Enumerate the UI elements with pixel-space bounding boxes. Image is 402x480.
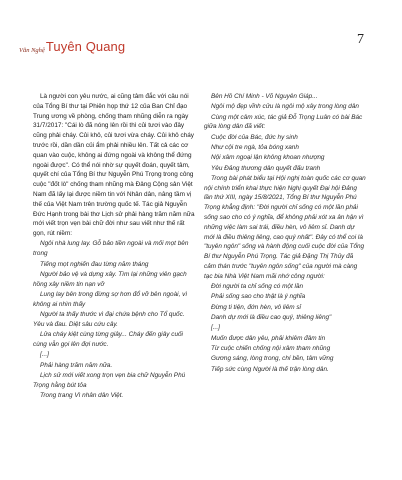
paragraph: Muốn được dân yêu, phải khiêm đâm tin: [211, 334, 326, 342]
paragraph: Gương sáng, lòng trong, chí bền, tâm vững: [211, 355, 334, 363]
masthead-title: Tuyên Quang: [45, 39, 126, 54]
article-right-column: [204, 92, 366, 375]
paragraph: Lịch sử mới viết xong trọn vẹn bia chữ Nguyễn Phú Trọng hằng bút tỏa: [33, 371, 186, 389]
paragraph: Phải hàng trăm năm nữa.: [40, 361, 113, 369]
paragraph: Cùng một câm xúc, tác giả Đỗ Trọng Luân có bài Bác giữa lòng dân đã viết:: [204, 113, 363, 131]
paragraph: Là người con yêu nước, ai cũng tâm đắc với câu nói của Tổng Bí thư tại Phiên họp thứ 12 của Ban Chỉ đạo Trung ương về phòng, chống tham nhũng diễn ra ngày 31/7/2017: "Cái lò đã nóng lên rồi thì củi tươi vào đây cũng phải cháy. Củi khô, củi tươi vừa cháy. Củi khô cháy trước rồi, dần dần củi ẩm phải nhiều lên. Tất cả các cơ quan vào cuộc, không ai đứng ngoài và không thể đứng ngoài được". Có thể nói nhờ sự quyết đoán, quyết tâm, quyết chí của Tổng Bí thư Nguyễn Phú Trọng trong công cuộc "đốt lò" chống tham nhũng mà Đảng Cộng sản Việt Nam đã lấy lại được niềm tin với Nhân dân, nâng tầm vị thế của Việt Nam trên trường quốc tế. Tác giả Nguyễn Đức Hạnh trong bài thơ Lịch sử phải hàng trăm năm nữa mới viết trọn vẹn bài chữ đời như sau viết như thế rất gọn, rút niềm:: [33, 93, 195, 238]
page-number: 7: [357, 32, 364, 47]
paragraph: Đời người ta chỉ sống có một lần: [211, 283, 304, 291]
paragraph: Đừng ti tiện, đớn hèn, vô liêm sỉ: [211, 303, 301, 311]
paragraph: Bên Hồ Chí Minh - Võ Nguyên Giáp...: [211, 93, 318, 100]
paragraph: [...]: [40, 351, 49, 359]
paragraph: Lửa cháy kiệt cùng từng giây... Cháy đến giây cuối cùng vẫn gọi lên đợi nước.: [33, 331, 183, 348]
paragraph: Trong bài phát biểu tại Hội nghị toàn quốc các cơ quan nội chính triển khai thực hiện Nghị quyết Đại hội Đảng lần thứ XIII, ngày 15/8/2021, Tổng Bí thư Nguyễn Phú Trọng khẳng định: "Đời người chỉ sống có một lần phải sống sao cho có ý nghĩa, để không phải xót xa ân hận vì những việc làm sai trái, điều hèn, vô liêm sỉ. Danh dự mới là điều thiêng liêng, cao quý nhất". Đây có thể coi là "tuyên ngôn" sống và hành động cuối cuộc đời của Tổng Bí thư Nguyễn Phú Trọng. Tác giả Đặng Thị Thủy đã cảm thán trước "tuyên ngôn sống" của người mà càng tạc bia Nhà Việt Nam mãi nhớ công người:: [204, 174, 366, 280]
masthead-small-text: Văn Nghệ: [19, 47, 45, 54]
paragraph: Tiếp sức cùng Người là thế trận lòng dân.: [211, 365, 329, 373]
masthead-logo: [19, 24, 125, 54]
paragraph: Phải sống sao cho thật là ý nghĩa: [211, 293, 306, 301]
article-left-column: [33, 92, 195, 401]
paragraph: Danh dự mới là điều cao quý, thiêng liêng": [211, 314, 332, 322]
paragraph: Lung lay bên trong đừng sợ hơn đổ vỡ bên ngoài, vì không ai nhìn thấy: [33, 290, 188, 308]
paragraph: [...]: [211, 324, 220, 332]
paragraph: Yêu Đảng thương dân quyết đấu tranh: [211, 164, 321, 172]
paragraph: Cuộc đời của Bác, đức hy sinh: [211, 133, 298, 141]
paragraph: Nội xâm ngoại lận không khoan nhượng: [211, 154, 325, 162]
paragraph: Từ cuộc chiến chống nội xâm tham nhũng: [211, 344, 331, 352]
paragraph: Trong trang Vì nhân dân Việt.: [40, 391, 124, 399]
paragraph: Ngôi nhà lung lay. Gỗ bảo tiền ngoài và mối mọt bên trong: [33, 240, 189, 258]
paragraph: Tiếng mọt nghiến đau từng năm tháng: [40, 260, 149, 268]
paragraph: Người ta thấy thước vì đại chứa bệnh cho Tổ quốc. Yêu và đau. Diệt sâu cứu cây.: [33, 311, 185, 328]
paragraph: Như cội tre ngà, tỏa bóng xanh: [211, 143, 299, 151]
paragraph: Người bảo vệ và dựng xây. Tìm lại những viên gạch hồng xây niềm tin nạn vỡ: [33, 270, 187, 288]
paragraph: Ngôi mộ đẹp vĩnh cửu là ngôi mộ xây trong lòng dân: [211, 103, 359, 111]
